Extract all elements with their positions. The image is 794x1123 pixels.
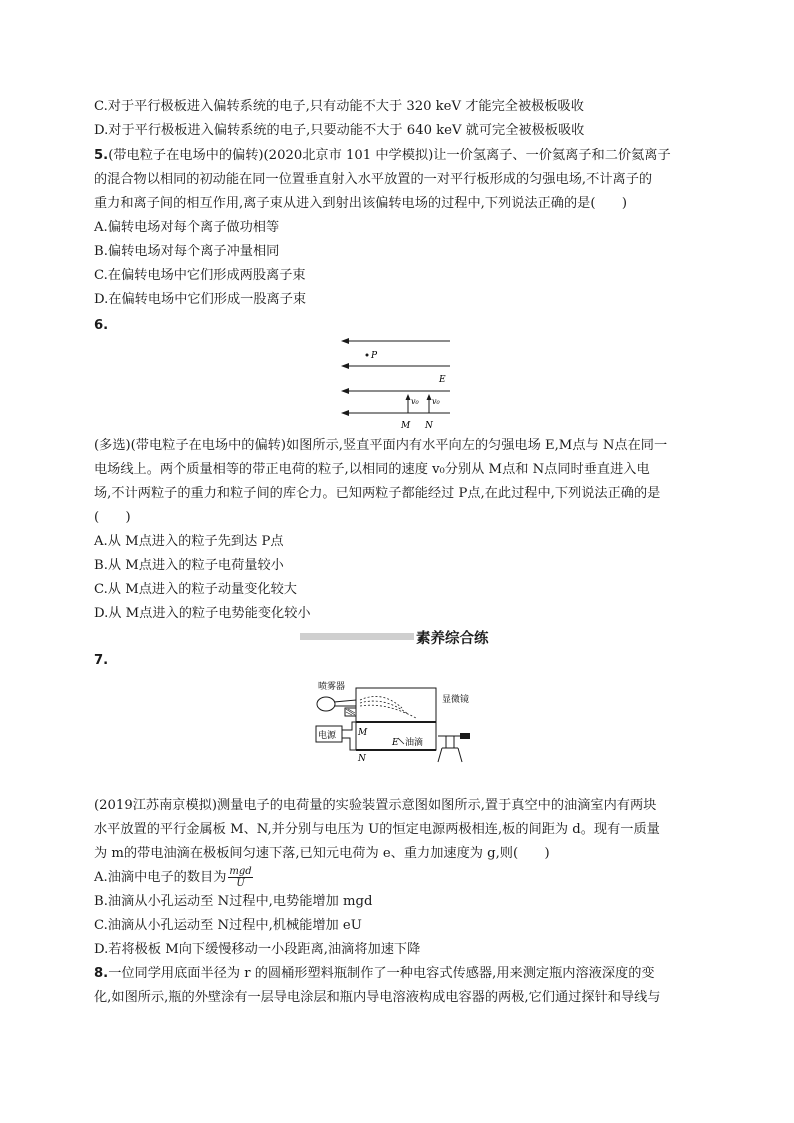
label-power: 电源: [318, 731, 337, 741]
label-n: N: [425, 421, 433, 431]
q4-option-d: D.对于平行极板进入偏转系统的电子,只要动能不大于 640 keV 就可完全被极板吸收: [94, 123, 585, 138]
field-arrow-1: [341, 338, 349, 344]
q7-option-a-text: A.油滴中电子的数目为: [94, 870, 227, 885]
q6-stem-line2: 电场线上。两个质量相等的带正电荷的粒子,以相同的速度 v₀分别从 M点和 N点同时垂直进入电: [94, 462, 650, 477]
field-arrow-3: [341, 388, 349, 394]
label-e: E: [439, 375, 446, 385]
field-arrow: [398, 738, 404, 744]
field-arrow-4: [341, 410, 349, 416]
q7-stem-line3: 为 m的带电油滴在极板间匀速下落,已知元电荷为 e、重力加速度为 g,则( ): [94, 846, 550, 861]
q5-stem-line1: [94, 146, 671, 166]
microscope-eyepiece: [460, 733, 470, 739]
power-wire-bottom: [342, 738, 356, 750]
q8-stem-line1: [94, 964, 655, 984]
velocity-m-head: [406, 394, 411, 400]
label-microscope: 显微镜: [442, 695, 470, 705]
label-e: E: [392, 738, 399, 748]
microscope-body: [438, 736, 460, 748]
point-p: [366, 354, 369, 357]
nozzle-hatch: [346, 709, 355, 715]
q6-option-b: B.从 M点进入的粒子电荷量较小: [94, 558, 284, 573]
label-v0-n: v₀: [432, 397, 440, 406]
q6-number: 6.: [94, 318, 109, 333]
section-banner-bar: [300, 633, 414, 640]
q6-stem-line1: (多选)(带电粒子在电场中的偏转)如图所示,竖直平面内有水平向左的匀强电场 E,M点与 N点在同一: [94, 438, 668, 453]
sprayer-bulb: [317, 697, 335, 711]
fraction-denominator: U: [236, 878, 245, 889]
section-banner: [300, 629, 500, 645]
label-p: P: [371, 351, 378, 361]
spray-droplets: [360, 696, 416, 718]
q8-stem-text1: 一位同学用底面半径为 r 的圆桶形塑料瓶制作了一种电容式传感器,用来测定瓶内溶液深度的变: [108, 966, 655, 981]
velocity-n-head: [427, 394, 432, 400]
q7-option-d: D.若将极板 M向下缓慢移动一小段距离,油滴将加速下降: [94, 942, 421, 957]
q5-option-d: D.在偏转电场中它们形成一股离子束: [94, 292, 307, 307]
q6-option-c: C.从 M点进入的粒子动量变化较大: [94, 582, 297, 597]
fraction-numerator: mgd: [229, 866, 252, 877]
field-arrow-2: [341, 363, 349, 369]
label-m: M: [358, 728, 368, 738]
label-sprayer: 喷雾器: [318, 682, 346, 692]
q6-option-d: D.从 M点进入的粒子电势能变化较小: [94, 606, 311, 621]
q8-stem-line2: 化,如图所示,瓶的外壁涂有一层导电涂层和瓶内导电溶液构成电容器的两极,它们通过探针和导线与: [94, 990, 661, 1005]
q7-millikan-figure: [312, 678, 482, 774]
q6-number-line: [94, 316, 108, 336]
label-oil-drop: 油滴: [405, 738, 424, 748]
q6-stem-line4: ( ): [94, 510, 131, 525]
label-m: M: [401, 421, 411, 431]
q7-option-c: C.油滴从小孔运动至 N过程中,机械能增加 eU: [94, 918, 362, 933]
label-v0-m: v₀: [411, 397, 419, 406]
q7-option-b: B.油滴从小孔运动至 N过程中,电势能增加 mgd: [94, 894, 373, 909]
q4-option-c: C.对于平行极板进入偏转系统的电子,只有动能不大于 320 keV 才能完全被极板吸收: [94, 99, 584, 114]
q5-stem-text1: (带电粒子在电场中的偏转)(2020北京市 101 中学模拟)让一价氢离子、一价氦离子和二价氦离子: [108, 148, 671, 163]
q5-option-c: C.在偏转电场中它们形成两股离子束: [94, 268, 306, 283]
microscope-stand: [438, 748, 462, 762]
sprayer-tube: [334, 700, 356, 706]
q5-stem-line2: 的混合物以相同的初动能在同一位置垂直射入水平放置的一对平行板形成的匀强电场,不计离子的: [94, 172, 653, 187]
q7-stem-line1: (2019江苏南京模拟)测量电子的电荷量的实验装置示意图如图所示,置于真空中的油滴室内有两块: [94, 798, 657, 813]
power-wire-top: [342, 722, 356, 730]
q6-stem-line3: 场,不计两粒子的重力和粒子间的库仑力。已知两粒子都能经过 P点,在此过程中,下列说法正确的是: [94, 486, 661, 501]
q6-field-figure: [335, 333, 460, 433]
q7-number-line: [94, 651, 108, 671]
q7-option-a-fraction: [228, 866, 252, 889]
section-title: 素养综合练: [416, 631, 489, 647]
q6-option-a: A.从 M点进入的粒子先到达 P点: [94, 534, 284, 549]
q5-option-a: A.偏转电场对每个离子做功相等: [94, 220, 280, 235]
label-n: N: [358, 754, 366, 764]
q7-stem-line2: 水平放置的平行金属板 M、N,并分别与电压为 U的恒定电源两极相连,板的间距为 d。现有一质量: [94, 822, 660, 837]
q7-option-a: [94, 864, 253, 892]
q5-number: 5.: [94, 148, 109, 163]
q8-number: 8.: [94, 966, 109, 981]
q7-number: 7.: [94, 653, 109, 668]
q5-stem-line3: 重力和离子间的相互作用,离子束从进入到射出该偏转电场的过程中,下列说法正确的是( ): [94, 196, 627, 211]
q5-option-b: B.偏转电场对每个离子冲量相同: [94, 244, 280, 259]
